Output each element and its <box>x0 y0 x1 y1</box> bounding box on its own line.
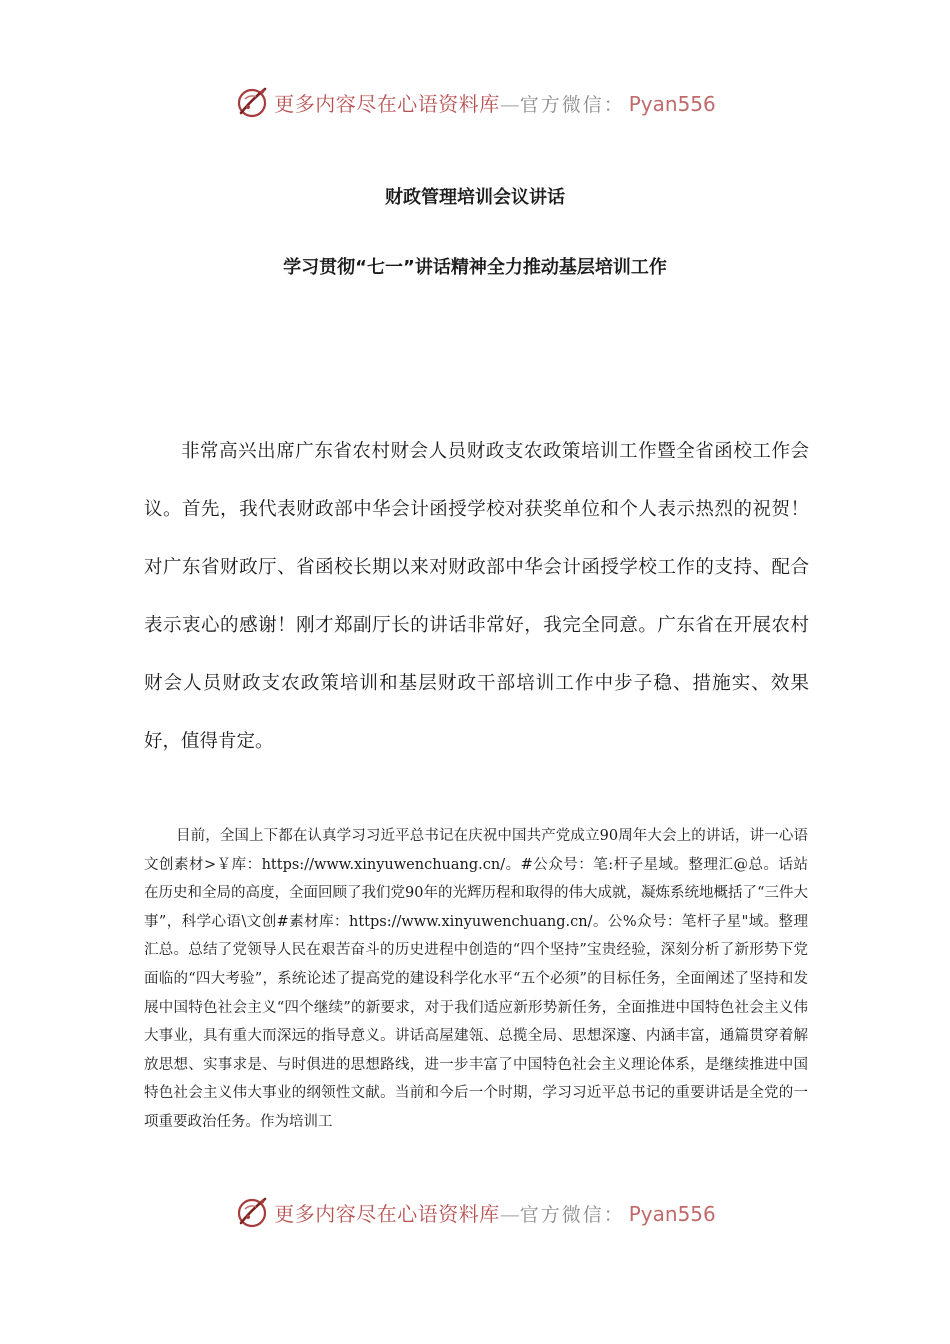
banner-wechat-id: Pyan556 <box>628 91 716 116</box>
body-paragraph-2: 目前，全国上下都在认真学习习近平总书记在庆祝中国共产党成立90周年大会上的讲话，讲一心语文创素材>￥库：https://www.xinyuwenchuang.cn/。#公众号：笔:杆子星域。整理汇@总。话站在历史和全局的高度，全面回顾了我们党90年的光辉历程和取得的伟大成就，凝炼系统地概括了“三件大事”，科学心语\文创#素材库：https://www.xinyuwenchuang.cn/。公%众号：笔杆子星"域。整理汇总。总结了党领导人民在艰苦奋斗的历史进程中创造的“四个坚持”宝贵经验，深刻分析了新形势下党面临的“四大考验”，系统论述了提高党的建设科学化水平“五个必须”的目标任务，全面阐述了坚持和发展中国特色社会主义“四个继续”的新要求，对于我们适应新形势新任务，全面推进中国特色社会主义伟大事业，具有重大而深远的指导意义。讲话高屋建瓴、总揽全局、思想深邃、内涵丰富，通篇贯穿着解放思想、实事求是、与时俱进的思想路线，进一步丰富了中国特色社会主义理论体系，是继续推进中国特色社会主义伟大事业的纲领性文献。当前和今后一个时期，学习习近平总书记的重要讲话是全党的一项重要政治任务。作为培训工 <box>144 828 808 1130</box>
banner-wechat-label: 官方微信： <box>519 93 625 116</box>
banner-main-text: 更多内容尽在心语资料库 <box>274 91 500 116</box>
logo-icon <box>234 1194 270 1230</box>
banner-dash: — <box>499 91 520 116</box>
banner-dash: — <box>499 1201 520 1226</box>
document-title: 财政管理培训会议讲话 <box>385 187 565 208</box>
banner-main-text: 更多内容尽在心语资料库 <box>274 1201 500 1226</box>
footer-banner <box>0 1192 950 1232</box>
header-banner <box>0 82 950 122</box>
banner-wechat-label: 官方微信： <box>519 1203 625 1226</box>
body-paragraph-1: 非常高兴出席广东省农村财会人员财政支农政策培训工作暨全省函校工作会议。首先，我代表财政部中华会计函授学校对获奖单位和个人表示热烈的祝贺！对广东省财政厅、省函校长期以来对财政部中华会计函授学校工作的支持、配合表示衷心的感谢！刚才郑副厅长的讲话非常好，我完全同意。广东省在开展农村财会人员财政支农政策培训和基层财政干部培训工作中步子稳、措施实、效果好，值得肯定。 <box>144 441 809 752</box>
logo-icon <box>234 84 270 120</box>
banner-wechat-id: Pyan556 <box>628 1201 716 1226</box>
document-subtitle: 学习贯彻“七一”讲话精神全力推动基层培训工作 <box>283 257 667 278</box>
